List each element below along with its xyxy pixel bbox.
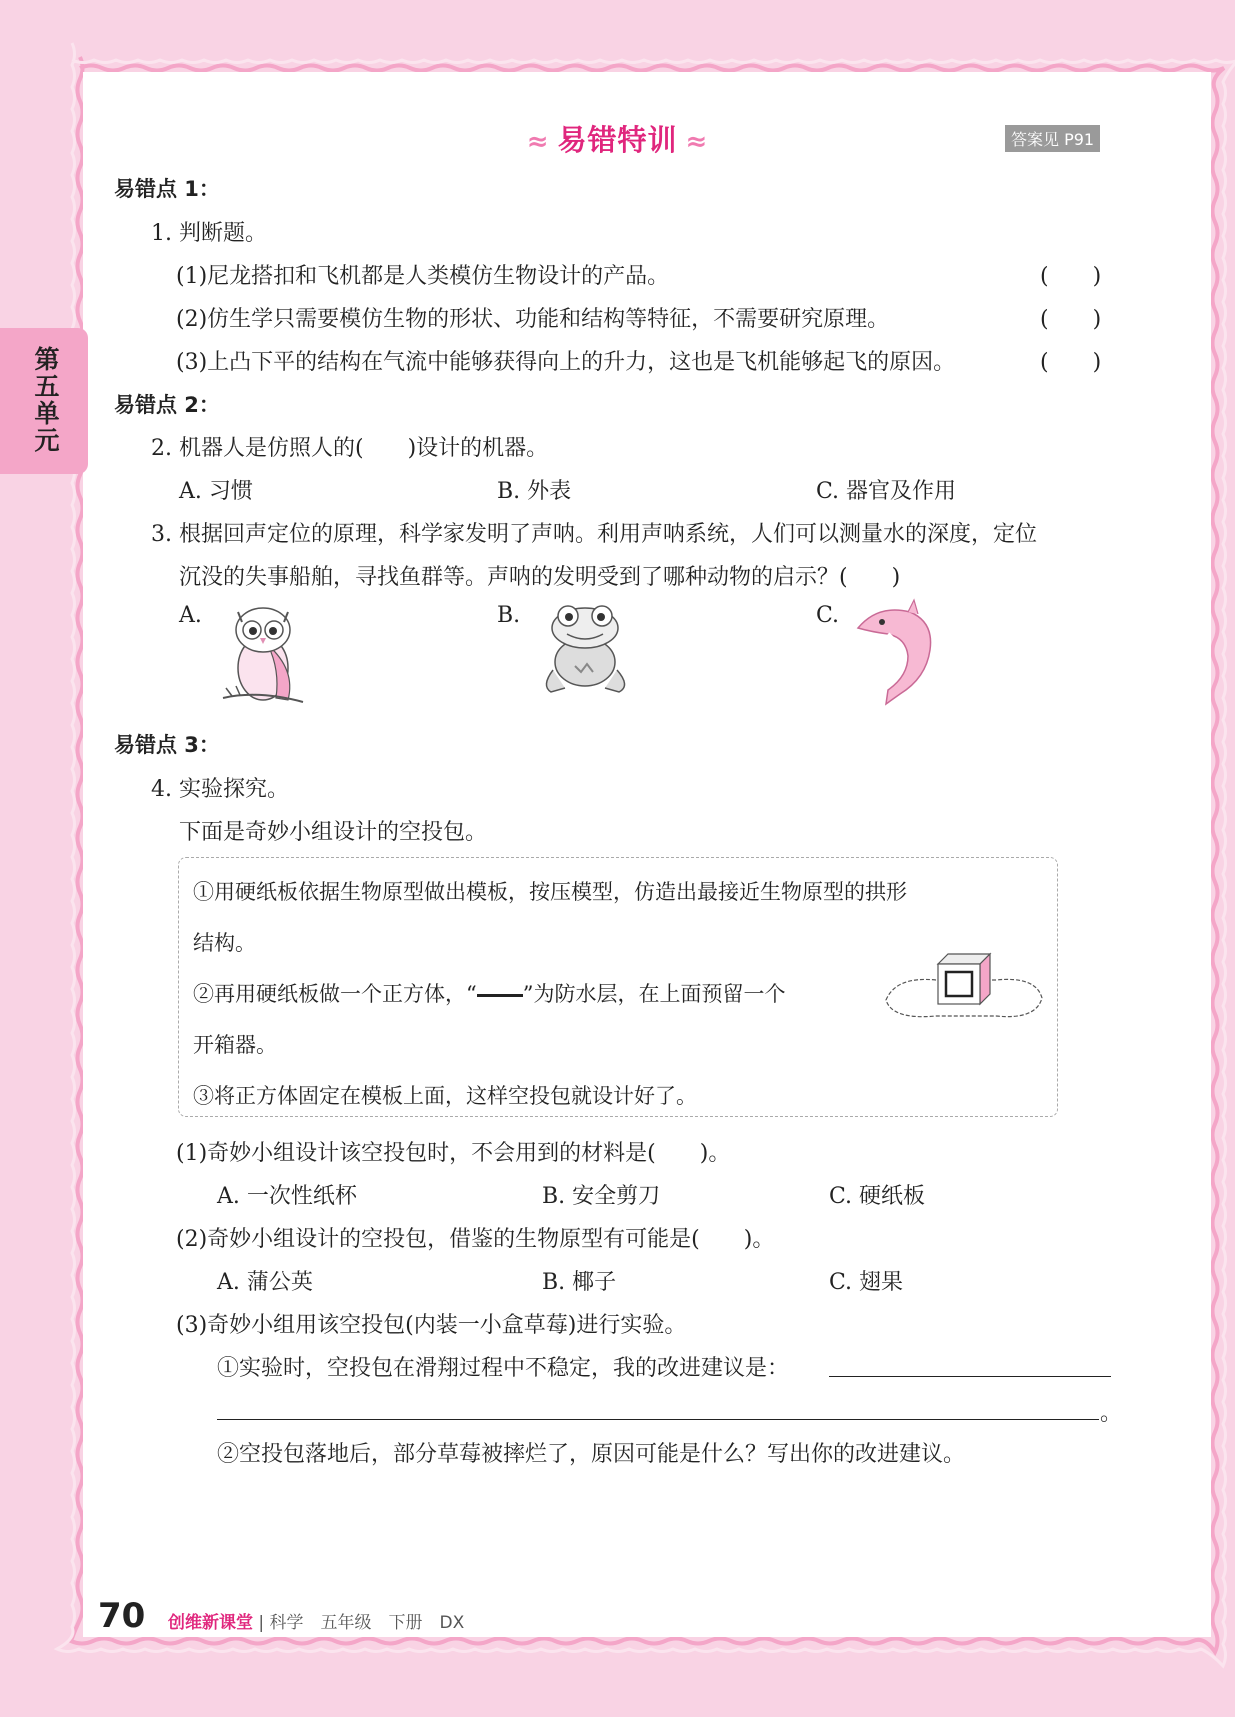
error-point-2-heading: 易错点 2： bbox=[114, 393, 220, 417]
box-step-1-line-2: 结构。 bbox=[193, 931, 256, 955]
q1-item-3: (3)上凸下平的结构在气流中能够获得向上的升力，这也是飞机能够起飞的原因。 bbox=[176, 350, 956, 375]
q4-sub2-option-c[interactable]: C. 翅果 bbox=[829, 1270, 904, 1295]
wave-decoration-icon: ≈ bbox=[685, 127, 709, 157]
box-step-3: ③将正方体固定在模板上面，这样空投包就设计好了。 bbox=[193, 1084, 697, 1108]
q4-sub2-stem: (2)奇妙小组设计的空投包，借鉴的生物原型有可能是( )。 bbox=[176, 1227, 775, 1252]
q4-sub3-stem: (3)奇妙小组用该空投包(内装一小盒草莓)进行实验。 bbox=[176, 1313, 687, 1338]
q2-option-b[interactable]: B. 外表 bbox=[497, 479, 572, 504]
q4-sub1-option-b[interactable]: B. 安全剪刀 bbox=[542, 1184, 661, 1209]
q2-option-a[interactable]: A. 习惯 bbox=[179, 479, 253, 504]
q4-sub3-item-2: ②空投包落地后，部分草莓被摔烂了，原因可能是什么？写出你的改进建议。 bbox=[217, 1442, 966, 1467]
q3-stem-line-1: 3. 根据回声定位的原理，科学家发明了声呐。利用声呐系统，人们可以测量水的深度，定位 bbox=[151, 522, 1037, 547]
footer-brand: 创维新课堂 bbox=[168, 1613, 253, 1633]
footer-separator: | bbox=[258, 1613, 265, 1633]
q3-stem-line-2: 沉没的失事船舶，寻找鱼群等。声呐的发明受到了哪种动物的启示？( ) bbox=[179, 565, 901, 590]
q4-stem: 4. 实验探究。 bbox=[151, 777, 289, 802]
box-step-2-part-1: ②再用硬纸板做一个正方体，“ bbox=[193, 982, 477, 1006]
q1-item-2: (2)仿生学只需要模仿生物的形状、功能和结构等特征，不需要研究原理。 bbox=[176, 307, 890, 332]
q2-stem: 2. 机器人是仿照人的( )设计的机器。 bbox=[151, 436, 549, 461]
waterproof-line-icon bbox=[477, 994, 523, 997]
q4-intro: 下面是奇妙小组设计的空投包。 bbox=[179, 820, 488, 845]
box-step-2-line-2: 开箱器。 bbox=[193, 1033, 277, 1057]
dolphin-icon bbox=[848, 598, 938, 708]
box-step-2-part-2: ”为防水层，在上面预留一个 bbox=[522, 982, 786, 1006]
unit-side-tab bbox=[0, 328, 88, 474]
q4-sub1-option-a[interactable]: A. 一次性纸杯 bbox=[217, 1184, 357, 1209]
frog-icon bbox=[535, 600, 635, 696]
wave-decoration-icon: ≈ bbox=[526, 127, 550, 157]
page-number: 70 bbox=[98, 1596, 146, 1636]
answer-line-1[interactable] bbox=[829, 1376, 1111, 1377]
q3-option-b[interactable]: B. bbox=[497, 603, 521, 628]
airdrop-package-icon bbox=[876, 950, 1046, 1026]
q1-answer-blank-1[interactable]: ( ) bbox=[1040, 264, 1102, 289]
q4-sub1-option-c[interactable]: C. 硬纸板 bbox=[829, 1184, 926, 1209]
q1-answer-blank-3[interactable]: ( ) bbox=[1040, 350, 1102, 375]
box-step-1-line-1: ①用硬纸板依据生物原型做出模板，按压模型，仿造出最接近生物原型的拱形 bbox=[193, 880, 907, 904]
q2-option-c[interactable]: C. 器官及作用 bbox=[816, 479, 957, 504]
q1-answer-blank-2[interactable]: ( ) bbox=[1040, 307, 1102, 332]
q4-sub2-option-a[interactable]: A. 蒲公英 bbox=[217, 1270, 313, 1295]
q4-sub1-stem: (1)奇妙小组设计该空投包时，不会用到的材料是( )。 bbox=[176, 1141, 731, 1166]
box-step-2-line-1 bbox=[193, 978, 786, 1008]
q3-option-a[interactable]: A. bbox=[179, 603, 202, 628]
q3-option-c[interactable]: C. bbox=[816, 603, 840, 628]
q1-item-1: (1)尼龙搭扣和飞机都是人类模仿生物设计的产品。 bbox=[176, 264, 670, 289]
q4-sub3-item-1: ①实验时，空投包在滑翔过程中不稳定，我的改进建议是： bbox=[217, 1356, 790, 1381]
answer-reference-tag: 答案见 P91 bbox=[1005, 125, 1100, 152]
title-text: 易错特训 bbox=[557, 123, 678, 157]
unit-tab-label: 第五单元 bbox=[34, 345, 60, 455]
footer-book-info: 科学 五年级 下册 DX bbox=[269, 1613, 465, 1633]
owl-icon bbox=[218, 600, 308, 708]
answer-line-end-mark: 。 bbox=[1100, 1401, 1123, 1426]
q1-stem: 1. 判断题。 bbox=[151, 221, 267, 246]
answer-line-2[interactable] bbox=[217, 1419, 1099, 1420]
error-point-3-heading: 易错点 3： bbox=[114, 733, 220, 757]
footer-info bbox=[168, 1608, 464, 1633]
q4-sub2-option-b[interactable]: B. 椰子 bbox=[542, 1270, 617, 1295]
error-point-1-heading: 易错点 1： bbox=[114, 177, 220, 201]
page-title bbox=[519, 118, 717, 159]
